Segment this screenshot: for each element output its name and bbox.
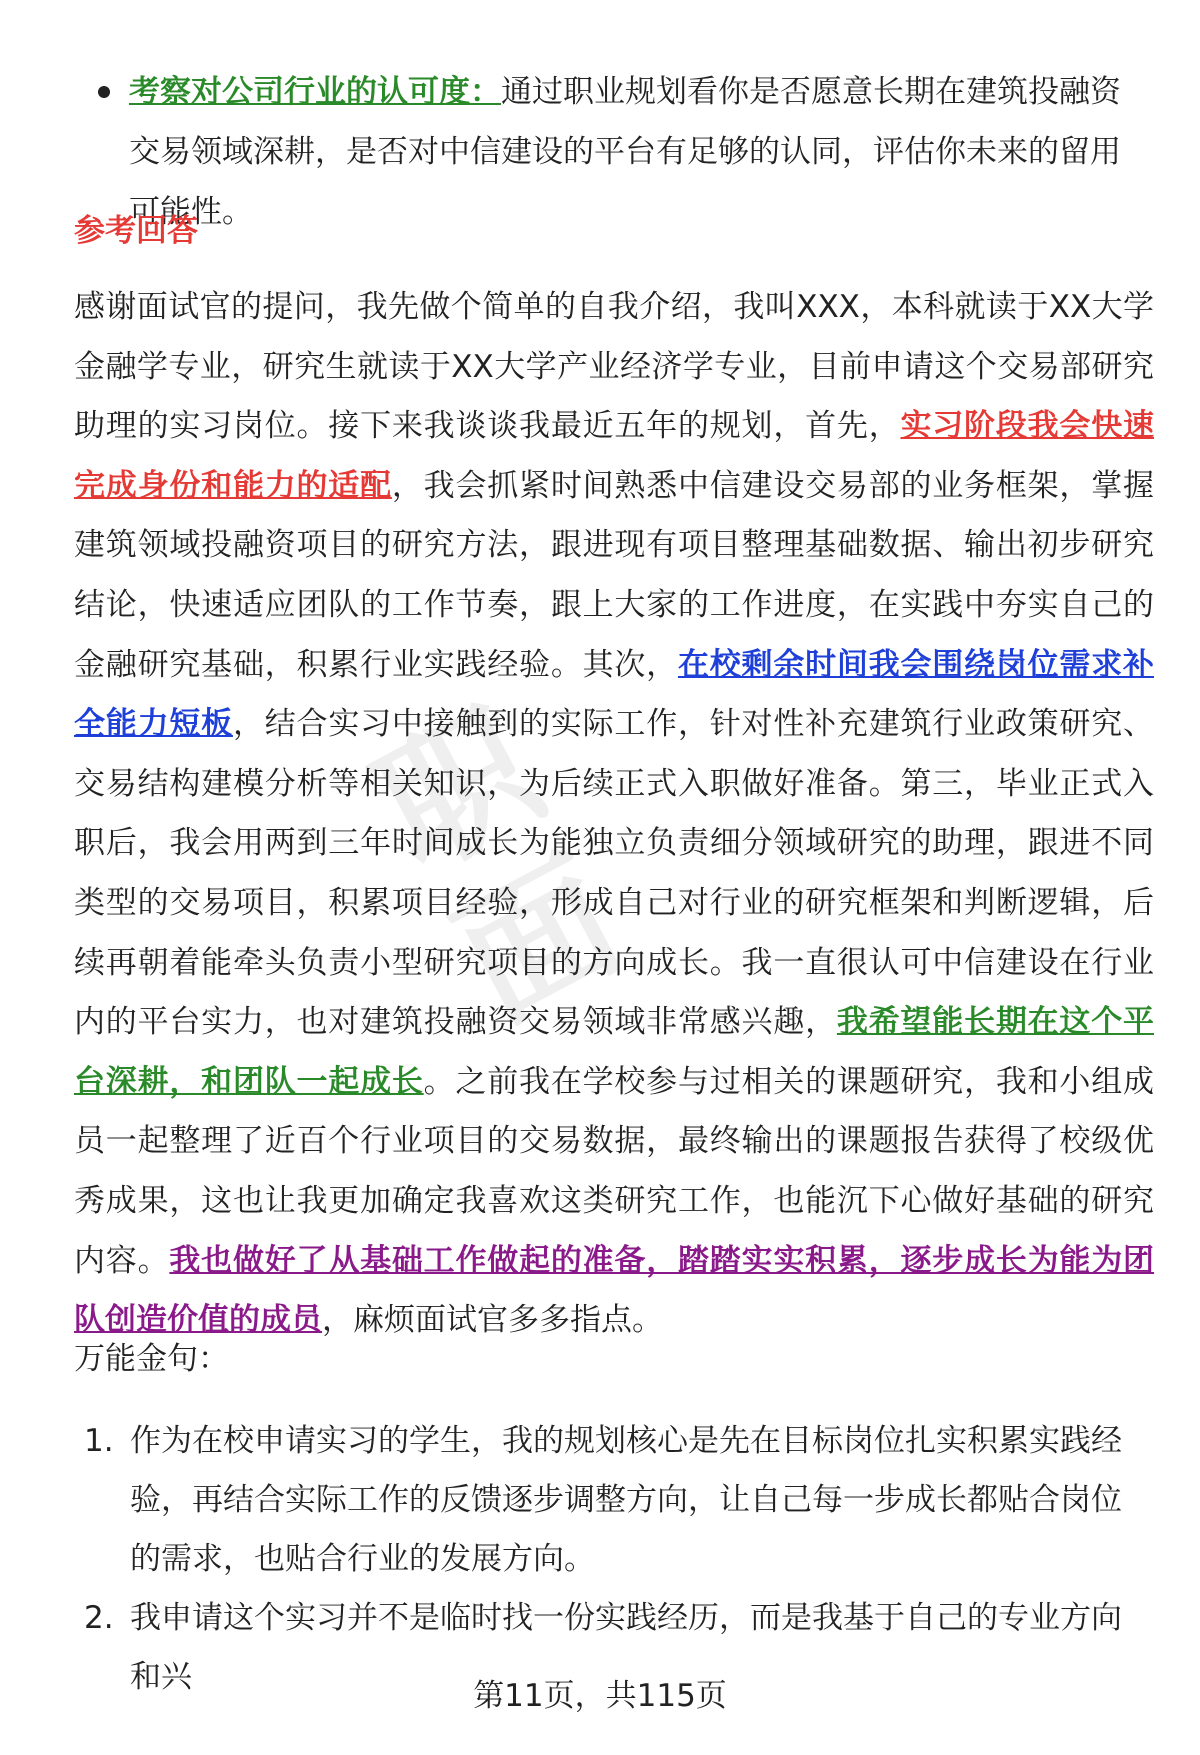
- answer-text-3: ，结合实习中接触到的实际工作，针对性补充建筑行业政策研究、交易结构建模分析等相关知识，为后续正式入职做好准备。第三，毕业正式入职后，我会用两到三年时间成长为能独立负责细分领域研究的助理，跟进不同类型的交易项目，积累项目经验，形成自己对行业的研究框架和判断逻辑，后续再朝着能牵头负责小型研究项目的方向成长。我一直很认可中信建设在行业内的平台实力，也对建筑投融资交易领域非常感兴趣，: [74, 706, 1155, 1041]
- answer-paragraph: [74, 278, 1154, 1351]
- page-footer: 第11页，共115页: [473, 1678, 727, 1714]
- list-item-number: 2.: [84, 1600, 114, 1636]
- watermark: 职 面: [352, 674, 655, 1054]
- list-item: [84, 1412, 1150, 1589]
- answer-highlight-green: 我希望能长期在这个平台深耕，和团队一起成长: [74, 1004, 1155, 1100]
- bullet-highlight: 考察对公司行业的认可度：: [129, 74, 501, 110]
- phrases-title: 万能金句：: [74, 1341, 229, 1377]
- section-title: 参考回答: [74, 213, 198, 249]
- list-item-number: 1.: [84, 1423, 114, 1459]
- answer-text-1: 感谢面试官的提问，我先做个简单的自我介绍，我叫XXX，本科就读于XX大学金融学专业，研究生就读于XX大学产业经济学专业，目前申请这个交易部研究助理的实习岗位。接下来我谈谈我最近五年的规划，首先，: [74, 289, 1154, 445]
- bullet-item: [100, 62, 1150, 242]
- bullet-dot-icon: [98, 86, 110, 98]
- list-item-text: 作为在校申请实习的学生，我的规划核心是先在目标岗位扎实积累实践经验，再结合实际工作的反馈逐步调整方向，让自己每一步成长都贴合岗位的需求，也贴合行业的发展方向。: [130, 1423, 1122, 1577]
- answer-text-4: 。之前我在学校参与过相关的课题研究，我和小组成员一起整理了近百个行业项目的交易数据，最终输出的课题报告获得了校级优秀成果，这也让我更加确定我喜欢这类研究工作，也能沉下心做好基础的研究内容。: [74, 1063, 1155, 1279]
- phrases-list: [84, 1412, 1150, 1707]
- answer-highlight-red: 实习阶段我会快速完成身份和能力的适配: [74, 408, 1154, 504]
- answer-text-2: ，我会抓紧时间熟悉中信建设交易部的业务框架，掌握建筑领域投融资项目的研究方法，跟进现有项目整理基础数据、输出初步研究结论，快速适应团队的工作节奏，跟上大家的工作进度，在实践中夯实自己的金融研究基础，积累行业实践经验。其次，: [74, 467, 1155, 683]
- list-item-text: 我申请这个实习并不是临时找一份实践经历，而是我基于自己的专业方向和兴: [130, 1600, 1122, 1695]
- answer-text-5: ，麻烦面试官多多指点。: [322, 1302, 663, 1339]
- answer-highlight-blue: 在校剩余时间我会围绕岗位需求补全能力短板: [74, 646, 1154, 743]
- answer-highlight-purple: 我也做好了从基础工作做起的准备，踏踏实实积累，逐步成长为能为团队创造价值的成员: [74, 1242, 1155, 1339]
- bullet-text: [129, 62, 1150, 242]
- bullet-body: 通过职业规划看你是否愿意长期在建筑投融资交易领域深耕，是否对中信建设的平台有足够的认同，评估你未来的留用可能性。: [129, 74, 1121, 230]
